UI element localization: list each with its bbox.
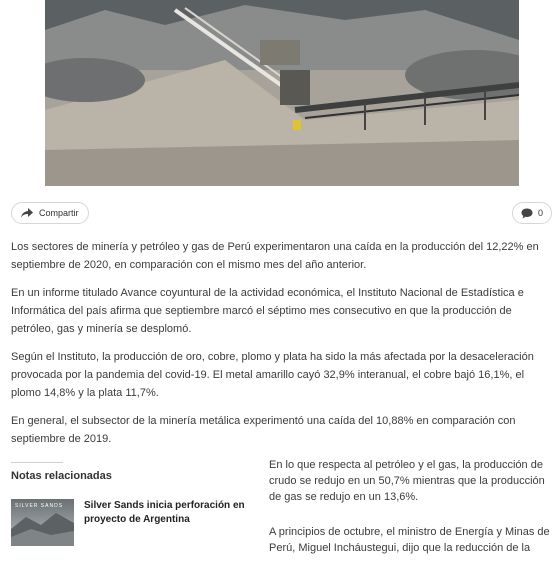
related-item[interactable] (11, 499, 256, 546)
related-heading: Notas relacionadas (11, 470, 112, 482)
related-thumbnail[interactable] (11, 499, 74, 546)
article-paragraph: Los sectores de minería y petróleo y gas de Perú experimentaron una caída en la producción del 12,22% en septiembre de 2020, en comparación con el mismo mes del año anterior. (11, 241, 539, 271)
article-paragraph: En un informe titulado Avance coyuntural de la actividad económica, el Instituto Nacional de Estadística e Informática del país afirma que septiembre marcó el séptimo mes consecutivo en que la producción de petróleo, gas y minería se desplomó. (11, 287, 524, 335)
comment-count: 0 (537, 208, 543, 218)
related-notes (11, 462, 256, 546)
article-paragraph: En lo que respecta al petróleo y el gas, la producción de crudo se redujo en un 50,7% mientras que la producción de gas se redujo en un 13,6%. (269, 459, 545, 503)
article-continuation (269, 457, 551, 575)
related-item-title[interactable]: Silver Sands inicia perforación en proyecto de Argentina (84, 500, 245, 525)
share-button[interactable] (11, 202, 89, 224)
share-label: Compartir (39, 208, 79, 218)
share-icon (20, 207, 34, 219)
comments-button[interactable] (512, 202, 552, 224)
article-body (11, 238, 551, 458)
article-paragraph: En general, el subsector de la minería metálica experimentó una caída del 10,88% en comparación con septiembre de 2019. (11, 415, 516, 445)
article-paragraph: A principios de octubre, el ministro de Energía y Minas de Perú, Miguel Incháustegui, dijo que la reducción de la (269, 526, 550, 554)
hero-image (45, 0, 519, 186)
related-thumbnail-logo: SILVER SANDS (15, 503, 64, 509)
comment-icon (521, 208, 533, 219)
article-paragraph: Según el Instituto, la producción de oro, cobre, plomo y plata ha sido la más afectada por la desaceleración provocada por la pandemia del covid-19. El metal amarillo cayó 32,9% interanual, el cobre bajó 16,1%, el plomo 14,8% y la plata 11,7%. (11, 351, 534, 399)
divider (11, 462, 63, 463)
mining-site-illustration (45, 0, 519, 186)
